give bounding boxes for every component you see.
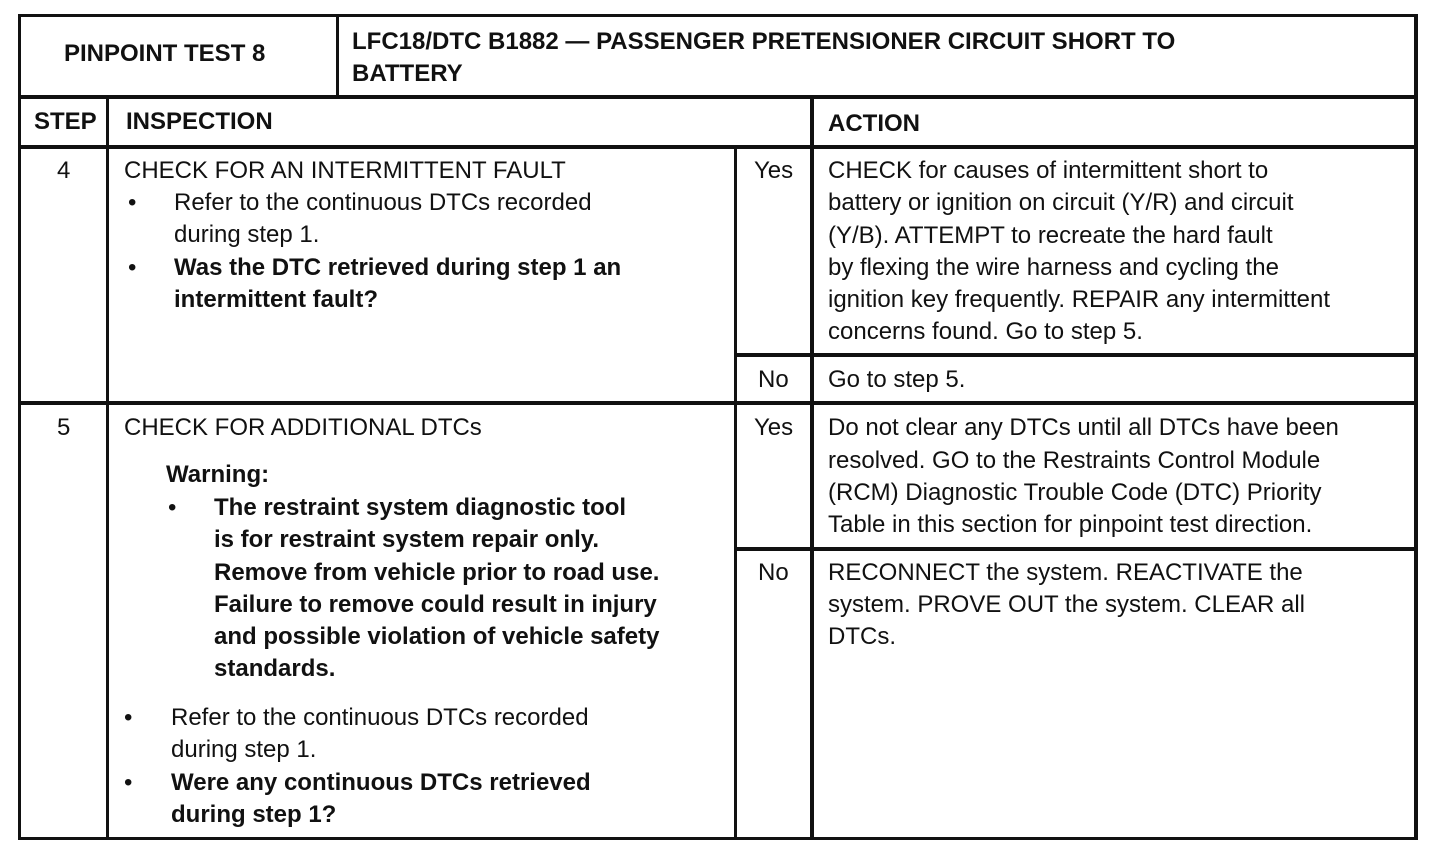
column-header-step: STEP <box>34 108 97 135</box>
step-4-yes-label: Yes <box>754 157 794 184</box>
step-5-bullet2-line2: during step 1? <box>171 801 337 828</box>
bullet-icon: • <box>168 494 177 521</box>
step-5-warning-label: Warning: <box>166 461 270 488</box>
step-4-number: 4 <box>57 157 71 184</box>
bullet-icon: • <box>124 769 133 796</box>
bullet-icon: • <box>124 704 133 731</box>
step-4-title: CHECK FOR AN INTERMITTENT FAULT <box>124 157 566 184</box>
step-5-yes-label: Yes <box>754 414 794 441</box>
step-5-no-action-line1: RECONNECT the system. REACTIVATE the <box>828 559 1303 586</box>
step-5-no-action-line3: DTCs. <box>828 623 896 650</box>
step-5-bullet1-line2: during step 1. <box>171 736 317 763</box>
test-description-line2: BATTERY <box>352 60 463 87</box>
yesno-column-line <box>734 147 737 839</box>
step-5-no-label: No <box>758 559 789 586</box>
border-top <box>18 14 1418 17</box>
column-header-inspection: INSPECTION <box>126 108 273 135</box>
test-title: PINPOINT TEST 8 <box>64 40 266 67</box>
step-5-number: 5 <box>57 414 71 441</box>
bullet-icon: • <box>128 254 137 281</box>
action-column-line <box>810 97 814 839</box>
step-5-warning-line4: Failure to remove could result in injury <box>214 591 657 618</box>
step-4-yes-action-line3: (Y/B). ATTEMPT to recreate the hard fault <box>828 222 1273 249</box>
step-4-bullet1-line1: Refer to the continuous DTCs recorded <box>174 189 592 216</box>
step-4-no-action: Go to step 5. <box>828 366 966 393</box>
step-4-no-label: No <box>758 366 789 393</box>
step-5-yes-action-line1: Do not clear any DTCs until all DTCs have been <box>828 414 1339 441</box>
colheader-bottom-line <box>18 145 1418 149</box>
step-4-yes-action-line4: by flexing the wire harness and cycling the <box>828 254 1279 281</box>
step-5-warning-line5: and possible violation of vehicle safety <box>214 623 660 650</box>
step-4-yes-action-line6: concerns found. Go to step 5. <box>828 318 1143 345</box>
row-separator <box>18 401 1418 405</box>
step-5-warning-line1: The restraint system diagnostic tool <box>214 494 627 521</box>
step-4-bullet2-line1: Was the DTC retrieved during step 1 an <box>174 254 622 281</box>
step-5-title: CHECK FOR ADDITIONAL DTCs <box>124 414 482 441</box>
header-bottom-line <box>18 95 1418 99</box>
step-5-yes-action-line3: (RCM) Diagnostic Trouble Code (DTC) Priority <box>828 479 1322 506</box>
step-4-yes-action-line2: battery or ignition on circuit (Y/R) and circuit <box>828 189 1294 216</box>
step-4-yes-action-line1: CHECK for causes of intermittent short to <box>828 157 1269 184</box>
step-5-no-action-line2: system. PROVE OUT the system. CLEAR all <box>828 591 1306 618</box>
step5-yesno-separator <box>734 547 1418 551</box>
step-4-yes-action-line5: ignition key frequently. REPAIR any intermittent <box>828 286 1331 313</box>
step-5-warning-line6: standards. <box>214 655 336 682</box>
step4-yesno-separator <box>734 353 1418 357</box>
header-divider <box>336 14 339 97</box>
border-right <box>1414 14 1418 840</box>
step-5-yes-action-line2: resolved. GO to the Restraints Control Module <box>828 447 1321 474</box>
step-4-bullet2-line2: intermittent fault? <box>174 286 378 313</box>
step-column-line <box>106 97 109 839</box>
step-4-bullet1-line2: during step 1. <box>174 221 320 248</box>
column-header-action: ACTION <box>828 110 920 137</box>
step-5-yes-action-line4: Table in this section for pinpoint test direction. <box>828 511 1313 538</box>
border-left <box>18 14 21 840</box>
pinpoint-test-table <box>18 14 1418 840</box>
step-5-bullet1-line1: Refer to the continuous DTCs recorded <box>171 704 589 731</box>
bullet-icon: • <box>128 189 137 216</box>
step-5-bullet2-line1: Were any continuous DTCs retrieved <box>171 769 591 796</box>
border-bottom <box>18 837 1418 840</box>
step-5-warning-line3: Remove from vehicle prior to road use. <box>214 559 660 586</box>
step-5-warning-line2: is for restraint system repair only. <box>214 526 600 553</box>
test-description-line1: LFC18/DTC B1882 — PASSENGER PRETENSIONER CIRCUIT SHORT TO <box>352 28 1176 55</box>
